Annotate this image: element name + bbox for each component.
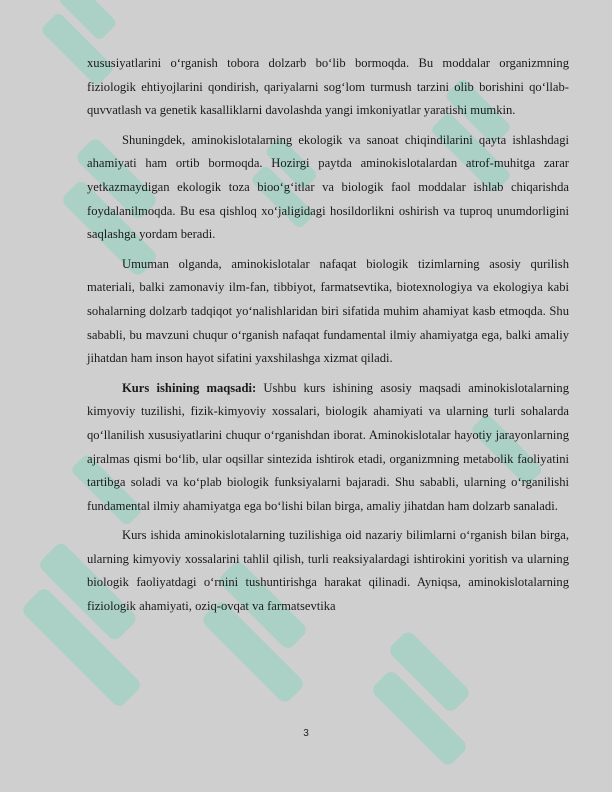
paragraph-1	[87, 52, 569, 123]
paragraph-2	[87, 129, 569, 247]
paragraph-4-text: Ushbu kurs ishining asosiy maqsadi aminokislotalarning kimyoviy tuzilishi, fizik-kimyoviy xossalari, biologik ahamiyati va ularning turli sohalarda qo‘llanilish xususiyatlarini chuqur o‘rganishdan iborat. Aminokislotalar hayotiy jarayonlarning ajralmas qismi bo‘lib, ular oqsillar sintezida ishtirok etadi, organizmning metabolik faoliyatini tartibga soladi va ko‘plab biologik funksiyalarni bajaradi. Shu sababli, ularning o‘rganilishi fundamental ilmiy ahamiyatga ega bo‘lishi bilan birga, amaliy jihatdan ham dolzarb sanaladi.	[87, 380, 569, 513]
paragraph-5	[87, 524, 569, 618]
page-number: 3	[303, 728, 309, 739]
paragraph-3-text: Umuman olganda, aminokislotalar nafaqat biologik tizimlarning asosiy qurilish materiali, balki zamonaviy ilm-fan, tibbiyot, farmatsevtika, biotexnologiya va ekologiya kabi sohalarning dolzarb tadqiqot yo‘nalishlaridan biri sifatida muhim ahamiyat kasb etmoqda. Shu sababli, bu mavzuni chuqur o‘rganish nafaqat fundamental ilmiy ahamiyatga ega, balki amaliy jihatdan ham inson hayot sifatini yaxshilashga xizmat qiladi.	[87, 256, 569, 366]
document-body	[87, 52, 569, 625]
paragraph-4	[87, 377, 569, 519]
course-goal-label: Kurs ishining maqsadi:	[122, 380, 257, 395]
paragraph-3	[87, 253, 569, 371]
paragraph-5-text: Kurs ishida aminokislotalarning tuzilishiga oid nazariy bilimlarni o‘rganish bilan birga, ularning kimyoviy xossalarini tahlil qilish, turli reaksiyalardagi ishtirokini yoritish va ularning biologik faoliyatdagi o‘rnini tushuntirishga harakat qilinadi. Ayniqsa, aminokislotalarning fiziologik ahamiyati, oziq-ovqat va farmatsevtika	[87, 528, 569, 614]
paragraph-2-text: Shuningdek, aminokislotalarning ekologik va sanoat chiqindilarini qayta ishlashdagi ahamiyati ham ortib bormoqda. Hozirgi paytda aminokislotalardan atrof-muhitga zarar yetkazmaydigan ekologik toza bioo‘g‘itlar va biologik faol moddalar ishlab chiqarishda foydalanilmoqda. Bu esa qishloq xo‘jaligidagi hosildorlikni oshirish va tuproq unumdorligini saqlashga yordam beradi.	[87, 132, 569, 242]
paragraph-1-text: xususiyatlarini o‘rganish tobora dolzarb bo‘lib bormoqda. Bu moddalar organizmning fiziologik ehtiyojlarini qondirish, qariyalarni sog‘lom turmush tarzini olib borishini qo‘llab-quvvatlash va genetik kasalliklarni davolashda yangi imkoniyatlar yaratishi mumkin.	[87, 56, 569, 118]
